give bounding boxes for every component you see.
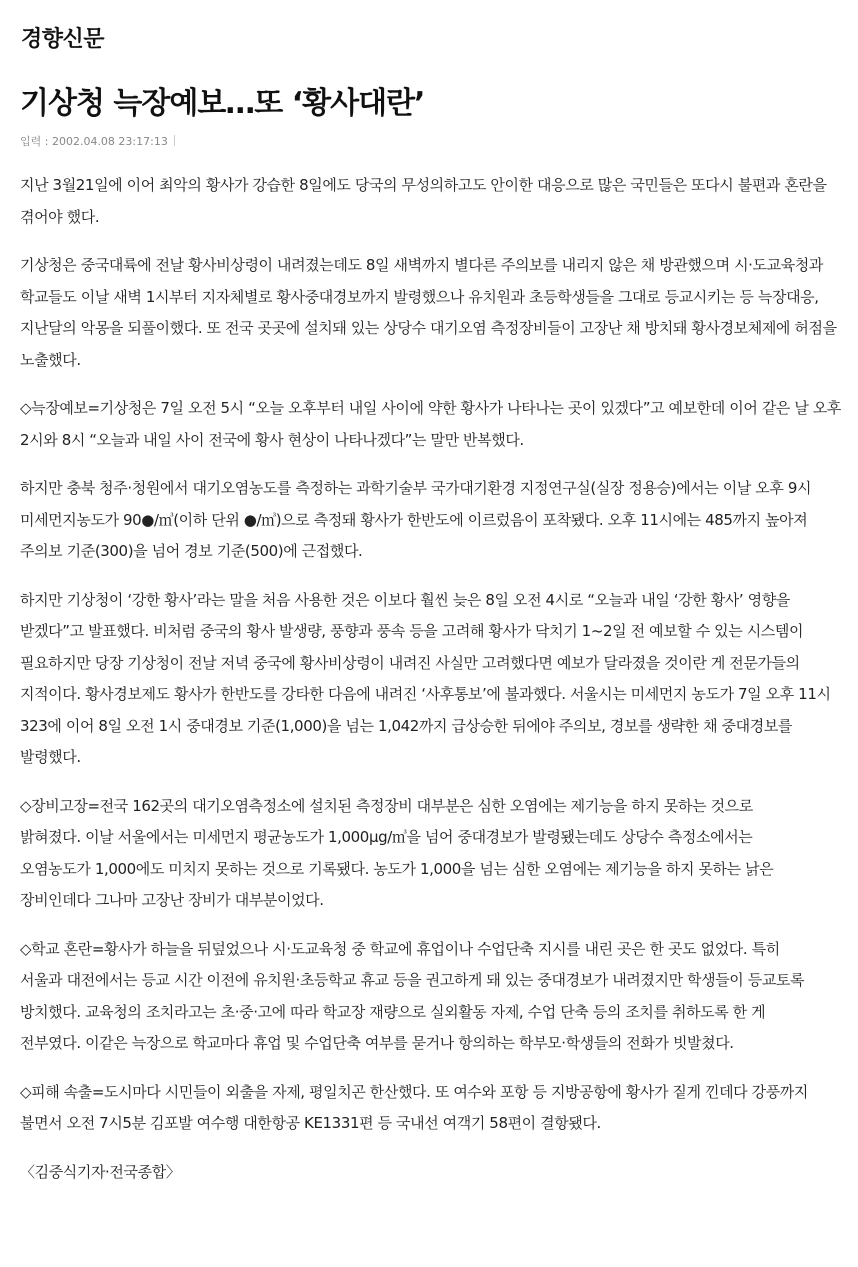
meta-divider xyxy=(174,135,175,146)
newspaper-logo[interactable]: 경향신문 xyxy=(21,27,105,52)
article-paragraph: ◇장비고장=전국 162곳의 대기오염측정소에 설치된 측정장비 대부분은 심한 오염에는 제기능을 하지 못하는 것으로 밝혀졌다. 이날 서울에서는 미세먼지 평균농도가 1,000μg/㎥을 넘어 중대경보가 발령됐는데도 상당수 측정소에서는 오염농도가 1,000에도 미치지 못하는 것으로 기록됐다. 농도가 1,000을 넘는 심한 오염에는 제기능을 하지 못하는 낡은 장비인데다 그나마 고장난 장비가 대부분이었다. xyxy=(20,796,774,909)
article-paragraph: ◇학교 혼란=황사가 하늘을 뒤덮었으나 시·도교육청 중 학교에 휴업이나 수업단축 지시를 내린 곳은 한 곳도 없었다. 특히 서울과 대전에서는 등교 시간 이전에 유치원·초등학교 휴교 등을 권고하게 돼 있는 중대경보가 내려졌지만 학생들이 등교토록 방치했다. 교육청의 조치라고는 초·중·고에 따라 학교장 재량으로 실외활동 자제, 수업 단축 등의 조치를 취하도록 한 게 전부였다. 이같은 늑장으로 학교마다 휴업 및 수업단축 여부를 묻거나 항의하는 학부모·학생들의 전화가 빗발쳤다. xyxy=(20,939,805,1052)
article-paragraph: 하지만 충북 청주·청원에서 대기오염농도를 측정하는 과학기술부 국가대기환경 지정연구실(실장 정용승)에서는 이날 오후 9시 미세먼지농도가 90●/㎥(이하 단위 ●/㎥)으로 측정돼 황사가 한반도에 이르렀음이 포착됐다. 오후 11시에는 485까지 높아져 주의보 기준(300)을 넘어 경보 기준(500)에 근접했다. xyxy=(20,479,812,560)
article-headline: 기상청 늑장예보…또 ‘황사대란’ xyxy=(20,86,425,121)
article-paragraph: ◇피해 속출=도시마다 시민들이 외출을 자제, 평일치곤 한산했다. 또 여수와 포항 등 지방공항에 황사가 짙게 낀데다 강풍까지 불면서 오전 7시5분 김포발 여수행 대한항공 KE1331편 등 국내선 여객기 58편이 결항됐다. xyxy=(20,1082,808,1132)
article-paragraph: 기상청은 중국대륙에 전날 황사비상령이 내려졌는데도 8일 새벽까지 별다른 주의보를 내리지 않은 채 방관했으며 시·도교육청과 학교들도 이날 새벽 1시부터 지자체별로 황사중대경보까지 발령했으나 유치원과 초등학생들을 그대로 등교시키는 등 늑장대응, 지난달의 악몽을 되풀이했다. 또 전국 곳곳에 설치돼 있는 상당수 대기오염 측정장비들이 고장난 채 방치돼 황사경보체제에 허점을 노출했다. xyxy=(20,256,837,369)
article-body xyxy=(20,170,850,1188)
article-byline: 〈김중식기자·전국종합〉 xyxy=(20,1162,181,1181)
publish-timestamp: 입력 : 2002.04.08 23:17:13 xyxy=(20,135,168,148)
article-paragraph: 하지만 기상청이 ‘강한 황사’라는 말을 처음 사용한 것은 이보다 훨씬 늦은 8일 오전 4시로 “오늘과 내일 ‘강한 황사’ 영향을 받겠다”고 발표했다. 비처럼 중국의 황사 발생량, 풍향과 풍속 등을 고려해 황사가 닥치기 1~2일 전 예보할 수 있는 시스템이 필요하지만 당장 기상청이 전날 저녁 중국에 황사비상령이 내려진 사실만 고려했다면 예보가 달라졌을 것이란 게 전문가들의 지적이다. 황사경보제도 황사가 한반도를 강타한 다음에 내려진 ‘사후통보’에 불과했다. 서울시는 미세먼지 농도가 7일 오후 11시 323에 이어 8일 오전 1시 중대경보 기준(1,000)을 넘는 1,042까지 급상승한 뒤에야 주의보, 경보를 생략한 채 중대경보를 발령했다. xyxy=(20,590,831,766)
article-meta xyxy=(20,133,175,149)
article-paragraph: 지난 3월21일에 이어 최악의 황사가 강습한 8일에도 당국의 무성의하고도 안이한 대응으로 많은 국민들은 또다시 불편과 혼란을 겪어야 했다. xyxy=(20,176,827,226)
article-paragraph: ◇늑장예보=기상청은 7일 오전 5시 “오늘 오후부터 내일 사이에 약한 황사가 나타나는 곳이 있겠다”고 예보한데 이어 같은 날 오후 2시와 8시 “오늘과 내일 사이 전국에 황사 현상이 나타나겠다”는 말만 반복했다. xyxy=(20,399,842,449)
